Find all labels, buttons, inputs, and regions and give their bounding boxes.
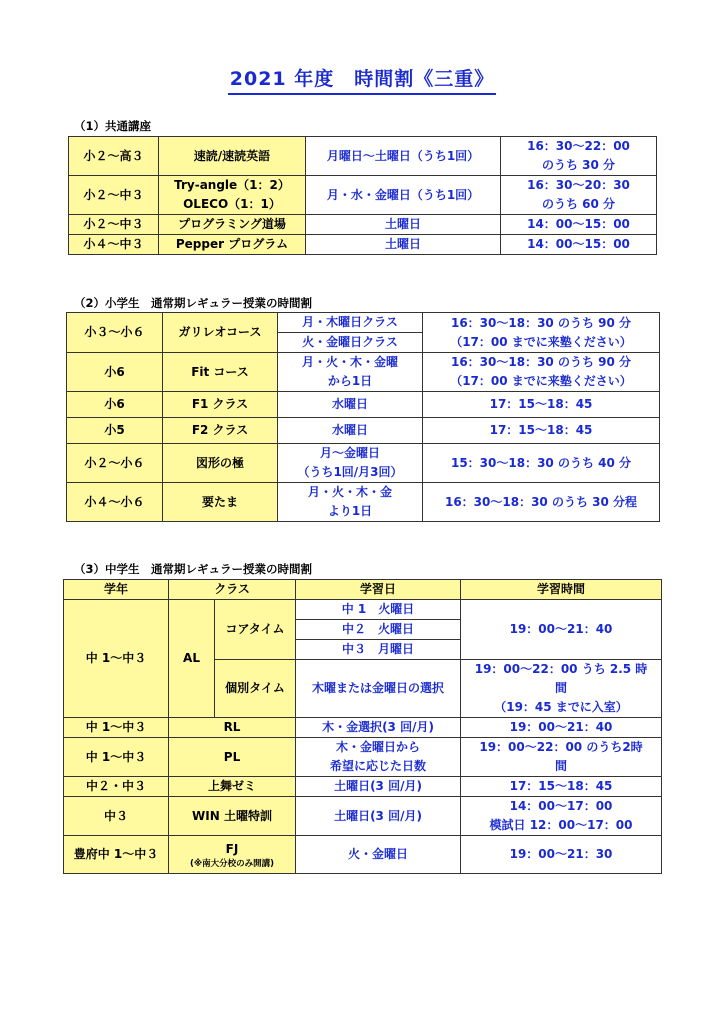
grade-cell: 小２～中３ [69,215,159,235]
day-cell: 土曜日 [306,215,501,235]
class-cell: WIN 土曜特訓 [169,797,296,836]
grade-cell: 小４～中３ [69,235,159,255]
table-row [64,718,662,738]
header-grade: 学年 [64,580,169,600]
header-class: クラス [169,580,296,600]
time-cell: 19：00～21：30 [461,836,662,874]
table-row [67,444,660,483]
course-cell: F1 クラス [163,392,278,418]
grade-cell: 豊府中 1～中３ [64,836,169,874]
grade-cell: 小２～小６ [67,444,163,483]
day-cell: 月・火・木・金 より1日 [278,483,423,522]
al-class: AL [169,600,215,718]
day-cell: 土曜日(3 回/月) [296,797,461,836]
header-day: 学習日 [296,580,461,600]
class-cell: PL [169,738,296,777]
time-cell: 14：00～17：00 模試日 12：00～17：00 [461,797,662,836]
individual-day: 木曜または金曜日の選択 [296,660,461,718]
day-cell: 月曜日～土曜日（うち1回） [306,137,501,176]
course-cell: プログラミング道場 [159,215,306,235]
time-cell: 16：30～18：30 のうち 90 分 （17：00 までに来塾ください） [423,353,660,392]
time-cell: 19：00～21：40 [461,718,662,738]
course-cell: Try-angle（1：2） OLECO（1：1） [159,176,306,215]
day-cell: 水曜日 [278,392,423,418]
elementary-table [66,312,660,522]
class-cell: RL [169,718,296,738]
core-day-1: 中 1 火曜日 [296,600,461,620]
common-courses-table [68,136,657,255]
galileo-course: ガリレオコース [163,313,278,353]
grade-cell: 小5 [67,418,163,444]
day-cell: 水曜日 [278,418,423,444]
course-cell: 要たま [163,483,278,522]
course-cell: Pepper プログラム [159,235,306,255]
grade-cell: 小２～中３ [69,176,159,215]
grade-cell: 中３ [64,797,169,836]
table-row [69,235,657,255]
time-cell: 17：15～18：45 [423,392,660,418]
galileo-day1: 月・木曜日クラス [278,313,423,333]
core-day-3: 中３ 月曜日 [296,640,461,660]
table-row [64,797,662,836]
table-row [64,738,662,777]
core-day-2: 中２ 火曜日 [296,620,461,640]
junior-high-table [63,579,662,874]
section2-heading: （2）小学生 通常期レギュラー授業の時間割 [74,296,312,310]
course-cell: 速読/速読英語 [159,137,306,176]
time-cell: 16：30～22：00 のうち 30 分 [501,137,657,176]
header-time: 学習時間 [461,580,662,600]
page-title: 2021 年度 時間割《三重》 [0,64,724,95]
grade-cell: 中 1～中３ [64,718,169,738]
table-row [69,137,657,176]
day-cell: 土曜日 [306,235,501,255]
day-cell: 月～金曜日 （うち1回/月3回） [278,444,423,483]
day-cell: 木・金選択(3 回/月) [296,718,461,738]
table-row [67,353,660,392]
class-note: (※南大分校のみ開講) [189,858,275,869]
course-cell: 図形の極 [163,444,278,483]
table-row [67,418,660,444]
time-cell: 14：00～15：00 [501,215,657,235]
grade-cell: 中２・中３ [64,777,169,797]
time-cell: 15：30～18：30 のうち 40 分 [423,444,660,483]
al-grade: 中 1～中３ [64,600,169,718]
time-cell: 17：15～18：45 [423,418,660,444]
grade-cell: 小２～高３ [69,137,159,176]
grade-cell: 中 1～中３ [64,738,169,777]
table-row [69,215,657,235]
table-row [64,777,662,797]
grade-cell: 小6 [67,392,163,418]
time-cell: 19：00～22：00 のうち2時 間 [461,738,662,777]
galileo-time: 16：30～18：30 のうち 90 分 （17：00 までに来塾ください） [423,313,660,353]
table-row [64,836,662,874]
course-cell: F2 クラス [163,418,278,444]
individual-time: 19：00～22：00 うち 2.5 時 間 （19：45 までに入室） [461,660,662,718]
time-cell: 16：30～20：30 のうち 60 分 [501,176,657,215]
section1-heading: （1）共通講座 [74,119,152,133]
class-cell: 上舞ゼミ [169,777,296,797]
time-cell: 17：15～18：45 [461,777,662,797]
time-cell: 14：00～15：00 [501,235,657,255]
table-row [67,392,660,418]
individual-time-label: 個別タイム [215,660,296,718]
core-time: 19：00～21：40 [461,600,662,660]
time-cell: 16：30～18：30 のうち 30 分程 [423,483,660,522]
day-cell: 木・金曜日から 希望に応じた日数 [296,738,461,777]
day-cell: 月・火・木・金曜 から1日 [278,353,423,392]
day-cell: 火・金曜日 [296,836,461,874]
day-cell: 月・水・金曜日（うち1回） [306,176,501,215]
galileo-day2: 火・金曜日クラス [278,333,423,353]
section3-heading: （3）中学生 通常期レギュラー授業の時間割 [74,562,312,576]
core-time-label: コアタイム [215,600,296,660]
class-cell: FJ (※南大分校のみ開講) [169,836,296,874]
table-row [67,483,660,522]
course-cell: Fit コース [163,353,278,392]
table-row [69,176,657,215]
galileo-grade: 小３～小６ [67,313,163,353]
grade-cell: 小４～小６ [67,483,163,522]
day-cell: 土曜日(3 回/月) [296,777,461,797]
grade-cell: 小6 [67,353,163,392]
